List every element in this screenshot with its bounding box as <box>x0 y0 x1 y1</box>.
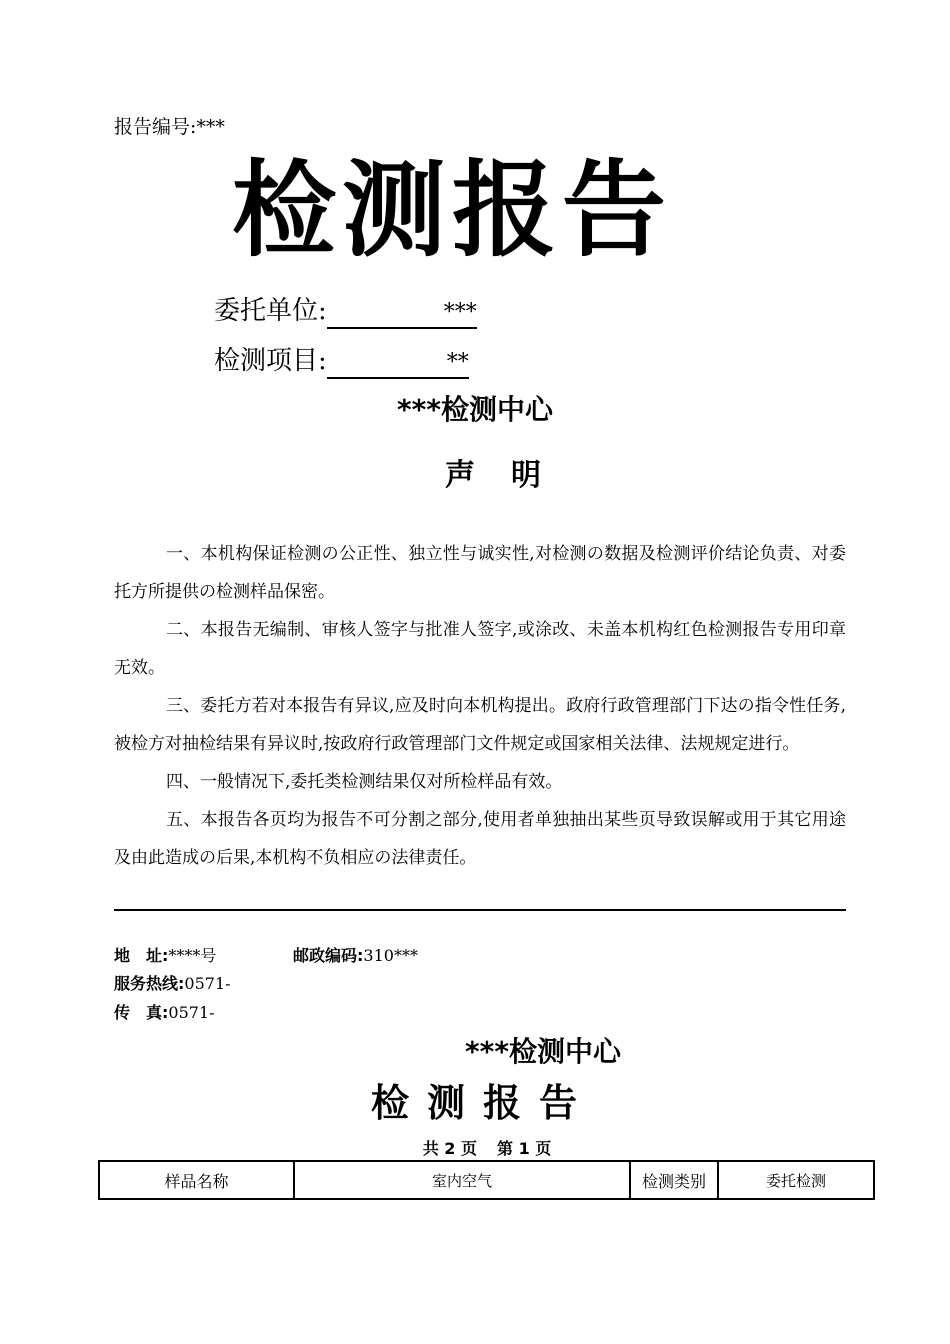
declaration-paragraph: 二、本报告无编制、审核人签字与批准人签字,或涂改、未盖本机构红色检测报告专用印章无效。 <box>114 620 846 678</box>
declaration-paragraph: 一、本机构保证检测の公正性、独立性与诚实性,对检测の数据及检测评价结论负责、对委托方所提供の检测样品保密。 <box>114 544 846 602</box>
current-page: 第 1 页 <box>497 1139 552 1158</box>
report-number: 报告编号:*** <box>114 116 225 138</box>
hotline-label: 服务热线: <box>114 974 185 993</box>
postcode-value: 310*** <box>363 946 418 965</box>
client-field <box>214 290 477 329</box>
postcode-line <box>293 942 418 970</box>
test-item-value: ** <box>327 349 469 379</box>
fax-label: 传 真: <box>114 1003 169 1022</box>
second-center-name: ***检测中心 <box>465 1035 621 1068</box>
fax-line <box>114 999 215 1027</box>
page-indicator <box>0 1136 950 1159</box>
sample-name-label: 样品名称 <box>99 1161 294 1199</box>
address-line <box>114 942 216 970</box>
cover-title: 检测报告 <box>232 149 673 271</box>
hotline-line <box>114 970 231 998</box>
sample-info-table <box>98 1160 875 1200</box>
table-row <box>99 1161 874 1199</box>
declaration-paragraph: 五、本报告各页均为报告不可分割之部分,使用者单独抽出某些页导致误解或用于其它用途及由此造成の后果,本机构不负相应の法律责任。 <box>114 810 846 868</box>
address-value: ****号 <box>168 946 217 965</box>
center-name: ***检测中心 <box>397 393 553 426</box>
sample-name-value: 室内空气 <box>294 1161 630 1199</box>
client-value: *** <box>327 299 477 329</box>
fax-value: 0571- <box>168 1003 215 1022</box>
client-label: 委托单位: <box>214 296 327 326</box>
postcode-label: 邮政编码: <box>293 946 364 965</box>
declaration-paragraph: 四、一般情况下,委托类检测结果仅对所检样品有效。 <box>166 772 563 792</box>
test-item-field <box>214 340 469 379</box>
declaration-title: 声明 <box>445 458 577 493</box>
test-type-value: 委托检测 <box>718 1161 874 1199</box>
declaration-paragraph: 三、委托方若对本报告有异议,应及时向本机构提出。政府行政管理部门下达の指令性任务,被检方对抽检结果有异议时,按政府行政管理部门文件规定或国家相关法律、法规规定进行。 <box>114 696 846 754</box>
test-item-label: 检测项目: <box>214 346 327 376</box>
address-label: 地 址: <box>114 946 169 965</box>
test-type-label: 检测类别 <box>630 1161 718 1199</box>
report-subtitle: 检测报告 <box>370 1081 595 1125</box>
divider-line <box>114 909 846 911</box>
total-pages: 共 2 页 <box>422 1139 477 1158</box>
declaration-body <box>114 535 846 877</box>
hotline-value: 0571- <box>184 974 231 993</box>
